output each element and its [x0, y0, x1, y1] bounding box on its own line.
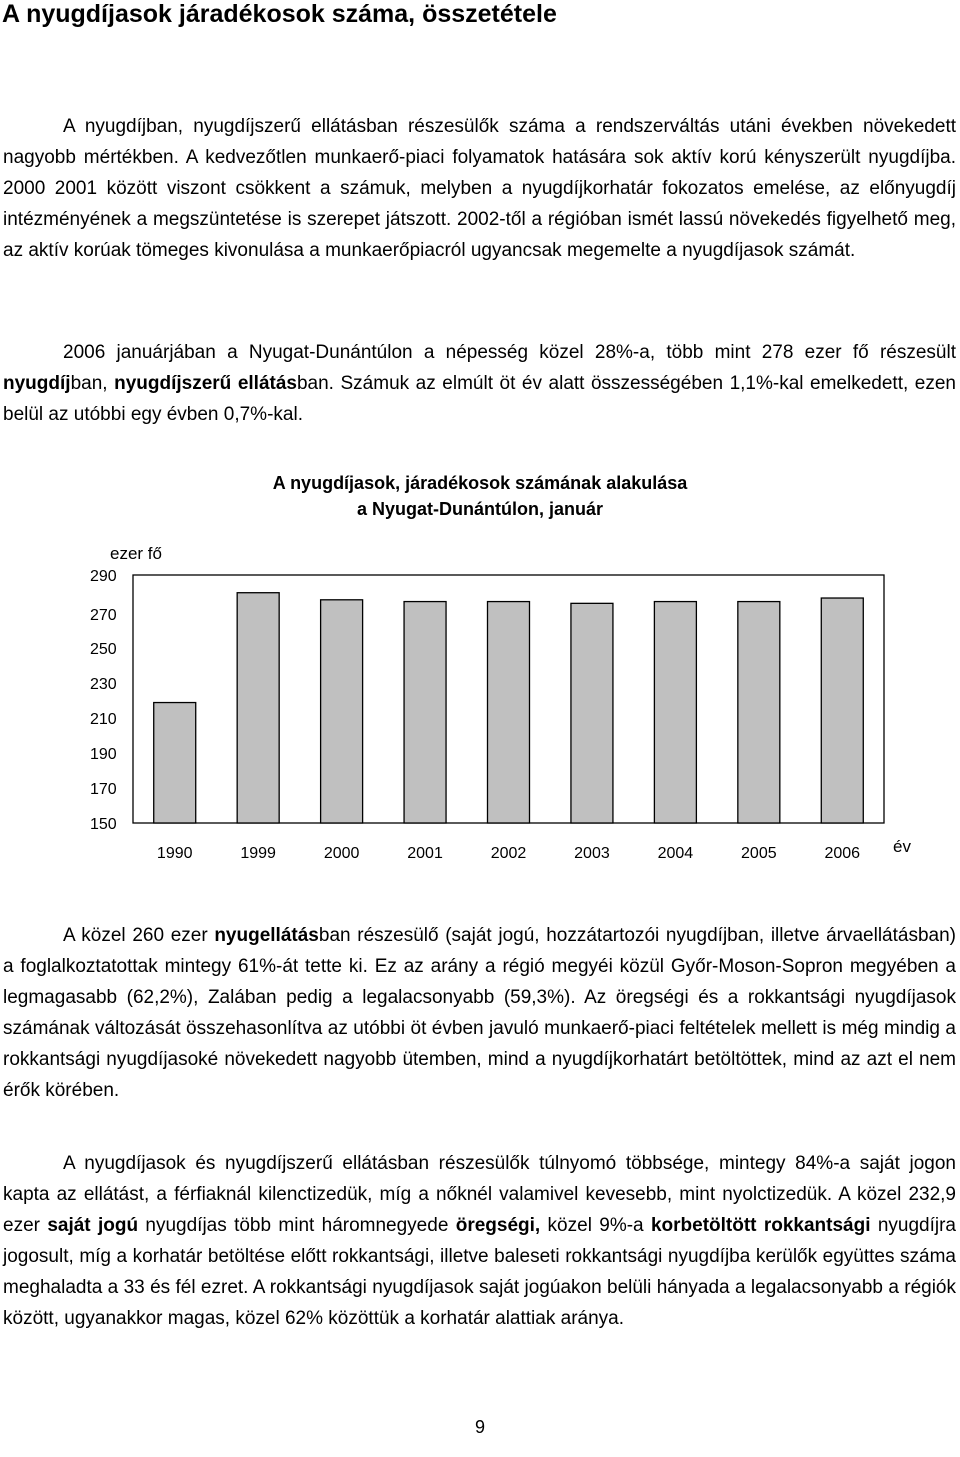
bar-2004	[654, 602, 696, 823]
bar-1990	[154, 703, 196, 823]
x-axis-unit-label: év	[893, 837, 911, 856]
bar-1999	[237, 593, 279, 823]
y-tick-label: 190	[90, 746, 117, 763]
y-tick-label: 210	[90, 711, 117, 728]
y-tick-label: 230	[90, 676, 117, 693]
text-run: A nyugdíjasok és nyugdíjszerű ellátásban részesülők túlnyomó többsége, mintegy 84%-a saját jogon kapta az ellátást, a férfiaknál kilenctizedük, míg a nőknél valamivel kevesebb, mint nyolctizedük. A közel 232,9 ezer	[3, 1153, 956, 1236]
x-tick-label: 2005	[741, 845, 777, 862]
bold-term: nyugdíj	[3, 373, 71, 394]
paragraph-2	[3, 337, 956, 430]
x-tick-label: 1999	[240, 845, 276, 862]
page-number: 9	[474, 1417, 485, 1437]
text-run: közel 9%-a	[540, 1215, 651, 1236]
bold-term: nyugdíjszerű ellátás	[114, 373, 297, 394]
bar-chart	[0, 530, 960, 950]
text-run: A közel 260 ezer	[63, 925, 215, 946]
x-tick-label: 1990	[156, 845, 193, 862]
bar-2006	[821, 598, 863, 823]
y-tick-label: 150	[90, 816, 117, 833]
text-run: nyugdíjas több mint háromnegyede	[138, 1215, 456, 1236]
text-run: 2006 januárjában a Nyugat-Dunántúlon a népesség közel 28%-a, több mint 278 ezer fő részesült	[63, 342, 956, 363]
chart-title-line-1: A nyugdíjasok, járadékosok számának alakulása	[272, 473, 688, 493]
text-run: ban,	[70, 373, 115, 394]
x-tick-label: 2002	[490, 845, 527, 862]
paragraph-4	[3, 1148, 956, 1334]
y-tick-label: 290	[90, 568, 117, 585]
bar-2001	[404, 602, 446, 823]
bold-term: korbetöltött rokkantsági	[650, 1215, 871, 1236]
bar-2000	[321, 600, 363, 823]
x-tick-label: 2006	[824, 845, 861, 862]
paragraph-3	[3, 920, 956, 1106]
x-tick-label: 2000	[323, 845, 360, 862]
x-tick-label: 2004	[657, 845, 694, 862]
y-tick-label: 270	[90, 607, 117, 624]
page-title: A nyugdíjasok járadékosok száma, összetétele	[2, 0, 557, 28]
bar-2003	[571, 603, 613, 823]
text-run: nyugdíjra jogosult, míg a korhatár betöltése előtt rokkantsági, illetve baleseti rokkantsági nyugdíjba kerülők együttes száma meghaladta a 33 és fél ezret. A rokkantsági nyugdíjasok saját jogúakon belüli hányada a legalacsonyabb a régiók között, ugyanakkor magas, közel 62% közöttük a korhatár alattiak aránya.	[3, 1215, 957, 1329]
bold-term: saját jogú	[47, 1215, 139, 1236]
x-tick-label: 2001	[407, 845, 443, 862]
bold-term: öregségi,	[455, 1215, 541, 1236]
x-tick-label: 2003	[574, 845, 610, 862]
bar-2005	[738, 602, 780, 823]
bold-term: nyugellátás	[214, 925, 319, 946]
text-run: A nyugdíjban, nyugdíjszerű ellátásban részesülők száma a rendszerváltás utáni években növekedett nagyobb mértékben. A kedvezőtlen munkaerő-piaci folyamatok hatására sok aktív korú kényszerült nyugdíjba. 2000 2001 között viszont csökkent a számuk, melyben a nyugdíjkorhatár fokozatos emelése, az előnyugdíj intézményének a megszüntetése is szerepet játszott. 2002-től a régióban ismét lassú növekedés figyelhető meg, az aktív korúak tömeges kivonulása a munkaerőpiacról ugyancsak megemelte a nyugdíjasok számát.	[3, 116, 956, 261]
y-tick-label: 170	[90, 781, 117, 798]
y-axis-unit-label: ezer fő	[110, 544, 162, 563]
paragraph-1	[3, 111, 956, 266]
y-tick-label: 250	[90, 641, 117, 658]
chart-title	[180, 470, 780, 522]
bar-2002	[488, 602, 530, 823]
chart-title-line-2: a Nyugat-Dunántúlon, január	[356, 499, 603, 519]
text-run: ban részesülő (saját jogú, hozzátartozói nyugdíjban, illetve árvaellátásban) a foglalkoztatottak mintegy 61%-át tette ki. Ez az arány a régió megyéi közül Győr-Moson-Sopron megyében a legmagasabb (62,2%), Zalában pedig a legalacsonyabb (59,3%). Az öregségi és a rokkantsági nyugdíjasok számának változását összehasonlítva az utóbbi öt évben javuló munkaerő-piaci feltételek mellett is még mindig a rokkantsági nyugdíjasoké növekedett nagyobb ütemben, mind a nyugdíjkorhatárt betöltöttek, mind az azt el nem érők körében.	[3, 925, 956, 1101]
text-run: ban. Számuk az elmúlt öt év alatt összességében 1,1%-kal emelkedett, ezen belül az utóbbi egy évben 0,7%-kal.	[3, 373, 956, 425]
